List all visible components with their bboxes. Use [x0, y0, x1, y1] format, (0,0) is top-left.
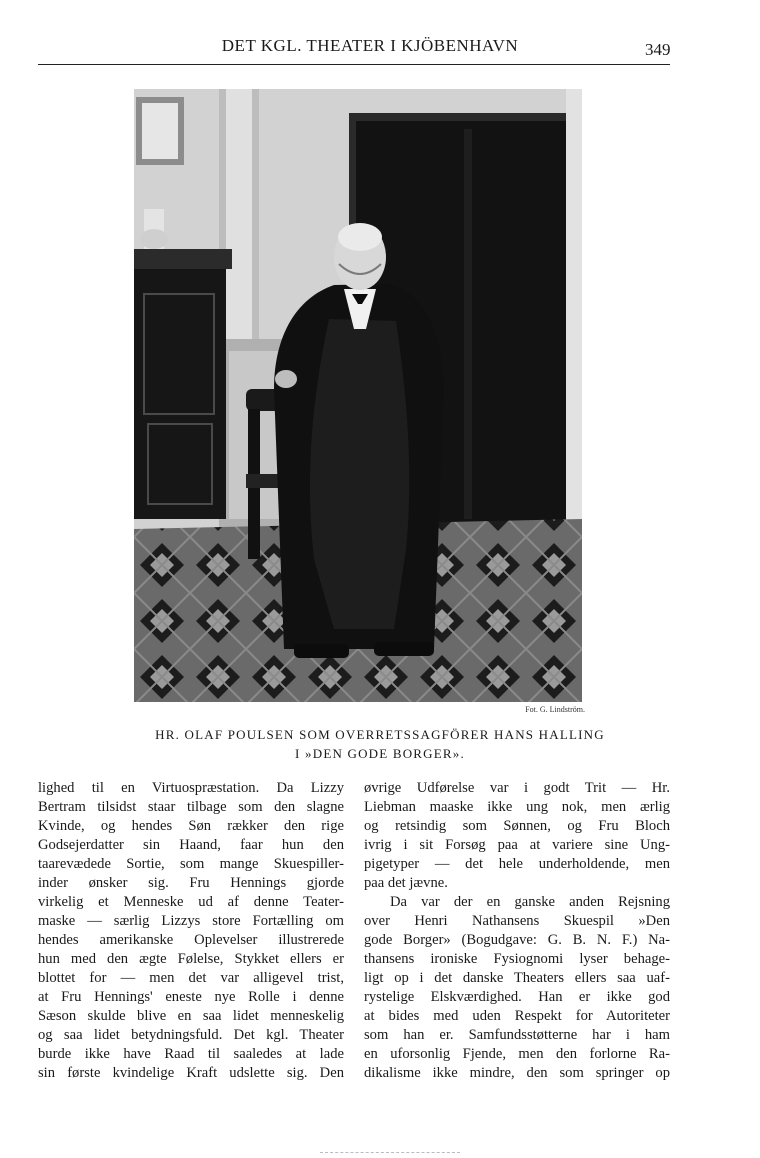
text-line: Liebman maaske ikke ung nok, men ærlig: [364, 799, 670, 815]
photo-credit: Fot. G. Lindström.: [525, 705, 585, 714]
running-title: DET KGL. THEATER I KJÖBENHAVN: [221, 36, 519, 55]
text-line: hun med den ægte Følelse, Stykket ellers er: [38, 951, 344, 967]
text-line: Godsejerdatter sin Haand, faar hun den: [38, 837, 344, 853]
caption-line: HR. OLAF POULSEN SOM OVERRETSSAGFÖRER HANS HALLING: [155, 727, 605, 742]
text-line: rystelige Elskværdighed. Han er ikke god: [364, 989, 670, 1005]
text-line: Bertram tilsidst staar tilbage som den slagne: [38, 799, 344, 815]
text-line: paa det jævne.: [364, 875, 448, 891]
caption-line: I »DEN GODE BORGER».: [295, 746, 465, 761]
text-line: lighed til en Virtuospræstation. Da Lizzy: [38, 780, 344, 796]
text-line: en uforsonlig Fjende, men den forlorne Ra-: [364, 1046, 670, 1062]
text-line: Da var der en ganske anden Rejsning: [390, 894, 670, 910]
text-line: taarevædede Sortie, som mange Skuespiller-: [38, 856, 344, 872]
photograph-icon: [134, 89, 582, 702]
text-line: at bides med uden Respekt for Autoriteter: [364, 1008, 670, 1024]
right-column: [364, 779, 670, 1083]
text-line: at Fru Hennings' eneste nye Rolle i denne: [38, 989, 344, 1005]
figure-caption: [90, 725, 670, 763]
text-line: ivrig i sit Forsøg paa at variere sine Ung-: [364, 837, 670, 853]
text-line: hendes amerikanske Oplevelser illustrerede: [38, 932, 344, 948]
page-number: 349: [645, 40, 671, 59]
text-line: maske — særlig Lizzys store Fortælling om: [38, 913, 344, 929]
text-line: pigetyper — det hele underholdende, men: [364, 856, 670, 872]
text-line: burde ikke have Raad til saaledes at lade: [38, 1046, 344, 1062]
header-rule: [38, 64, 670, 65]
text-line: virkelig et Menneske ud af denne Teater-: [38, 894, 344, 910]
text-line: gode Borger» (Bogudgave: G. B. N. F.) Na-: [364, 932, 670, 948]
text-line: dikalisme ikke mindre, den som springer op: [364, 1065, 670, 1081]
text-line: som han er. Samfundsstøtterne har i ham: [364, 1027, 670, 1043]
text-line: og saa lidet betydningsfuld. Det kgl. Theater: [38, 1027, 344, 1043]
text-line: inder ønsker sig. Fru Hennings gjorde: [38, 875, 344, 891]
photograph-plate: [134, 89, 582, 702]
text-line: øvrige Udførelse var i godt Trit — Hr.: [364, 780, 670, 796]
left-column: [38, 779, 344, 1083]
text-line: og retsindig som Sønnen, og Fru Bloch: [364, 818, 670, 834]
text-line: Kvinde, og hendes Søn rækker den rige: [38, 818, 344, 834]
text-line: blottet for — men det var alligevel trist,: [38, 970, 344, 986]
text-line: ligt op i det danske Theaters ellers saa uaf-: [364, 970, 670, 986]
bottom-rule: [320, 1152, 460, 1153]
text-line: Sæson skulde blive en saa lidet menneskelig: [38, 1008, 344, 1024]
text-line: over Henri Nathansens Skuespil »Den: [364, 913, 670, 929]
text-line: thansens ironiske Fysiognomi lyser behage-: [364, 951, 670, 967]
text-line: sin første kvindelige Kraft udslette sig. Den: [38, 1065, 344, 1081]
